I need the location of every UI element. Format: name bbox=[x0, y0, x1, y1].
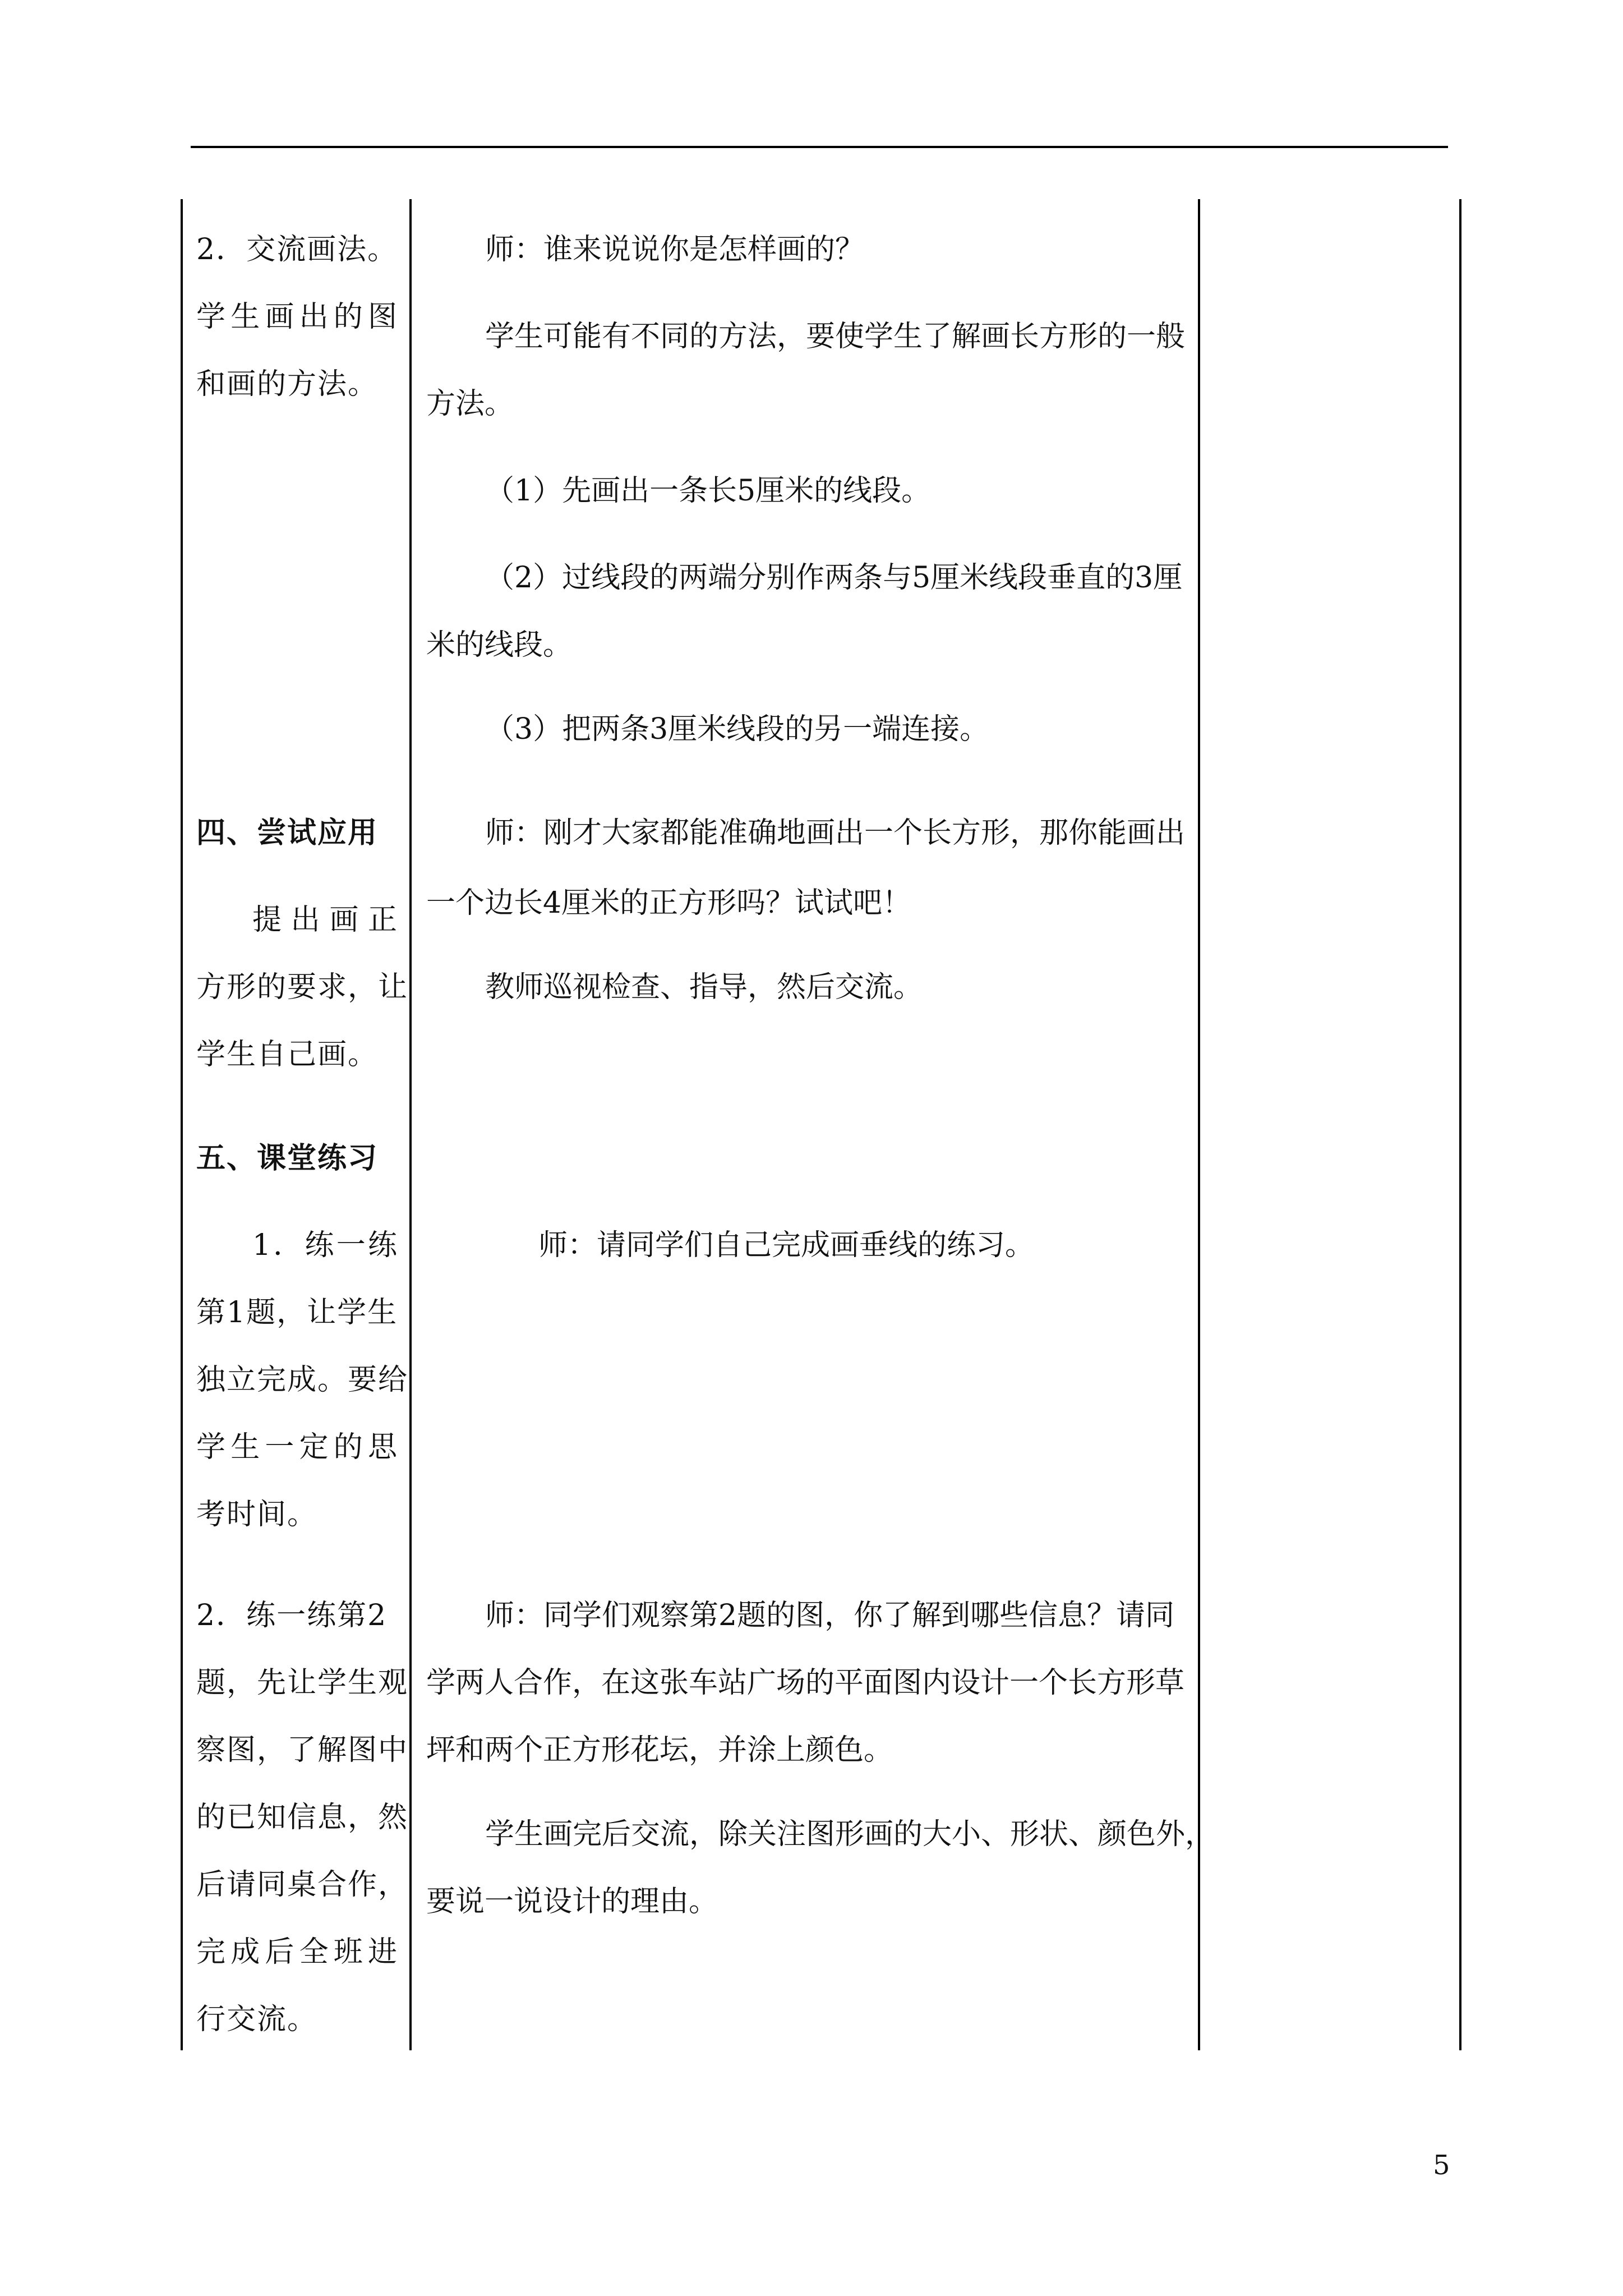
left-cell-text: 提出画正 bbox=[252, 903, 398, 937]
left-cell-text: 学生一定的思 bbox=[196, 1430, 398, 1464]
table-border-left bbox=[181, 199, 183, 2050]
middle-cell-text: 一个边长4厘米的正方形吗？试试吧！ bbox=[426, 886, 912, 920]
left-cell-text: 后请同桌合作， bbox=[196, 1868, 409, 1902]
middle-cell-text: 学两人合作，在这张车站广场的平面图内设计一个长方形草 bbox=[426, 1666, 1185, 1700]
left-cell-text: 考时间。 bbox=[196, 1498, 318, 1531]
left-cell-text: 2．练一练第2 bbox=[196, 1599, 388, 1632]
middle-cell-text: （1）先画出一条长5厘米的线段。 bbox=[485, 474, 931, 508]
middle-cell-text: （2）过线段的两端分别作两条与5厘米线段垂直的3厘 bbox=[485, 561, 1183, 595]
middle-cell-text: 学生可能有不同的方法，要使学生了解画长方形的一般 bbox=[485, 320, 1186, 353]
left-cell-text: 学生自己画。 bbox=[196, 1038, 379, 1071]
header-rule bbox=[191, 146, 1448, 148]
middle-cell-text: 米的线段。 bbox=[426, 628, 573, 662]
middle-cell-text: 师：谁来说说你是怎样画的？ bbox=[485, 233, 865, 266]
table-border-right bbox=[1459, 199, 1461, 2050]
page-number: 5 bbox=[1433, 2150, 1450, 2181]
left-cell-text: 1．练一练 bbox=[252, 1228, 398, 1262]
table-column-divider-1 bbox=[409, 199, 412, 2050]
section-heading-practice: 五、课堂练习 bbox=[196, 1141, 379, 1175]
left-cell-text: 学生画出的图 bbox=[196, 300, 398, 334]
middle-cell-text: 师：同学们观察第2题的图，你了解到哪些信息？请同 bbox=[485, 1599, 1175, 1632]
section-heading-try: 四、尝试应用 bbox=[196, 816, 379, 850]
middle-cell-text: 学生画完后交流，除关注图形画的大小、形状、颜色外， bbox=[485, 1818, 1215, 1851]
middle-cell-text: 师：请同学们自己完成画垂线的练习。 bbox=[538, 1228, 1035, 1262]
left-cell-text: 独立完成。要给 bbox=[196, 1363, 409, 1397]
left-cell-text: 行交流。 bbox=[196, 2003, 318, 2036]
left-cell-text: 第1题，让学生 bbox=[196, 1296, 398, 1329]
left-cell-text: 2．交流画法。 bbox=[196, 233, 398, 266]
middle-cell-text: 要说一说设计的理由。 bbox=[426, 1885, 718, 1918]
middle-cell-text: 师：刚才大家都能准确地画出一个长方形，那你能画出 bbox=[485, 816, 1186, 850]
middle-cell-text: （3）把两条3厘米线段的另一端连接。 bbox=[485, 712, 989, 746]
left-cell-text: 的已知信息，然 bbox=[196, 1801, 409, 1834]
middle-cell-text: 教师巡视检查、指导，然后交流。 bbox=[485, 970, 923, 1004]
left-cell-text: 察图，了解图中 bbox=[196, 1733, 409, 1767]
middle-cell-text: 坪和两个正方形花坛，并涂上颜色。 bbox=[426, 1733, 893, 1767]
left-cell-text: 完成后全班进 bbox=[196, 1935, 398, 1969]
left-cell-text: 和画的方法。 bbox=[196, 367, 379, 401]
left-cell-text: 方形的要求，让 bbox=[196, 970, 409, 1004]
middle-cell-text: 方法。 bbox=[426, 387, 514, 421]
left-cell-text: 题，先让学生观 bbox=[196, 1666, 409, 1700]
